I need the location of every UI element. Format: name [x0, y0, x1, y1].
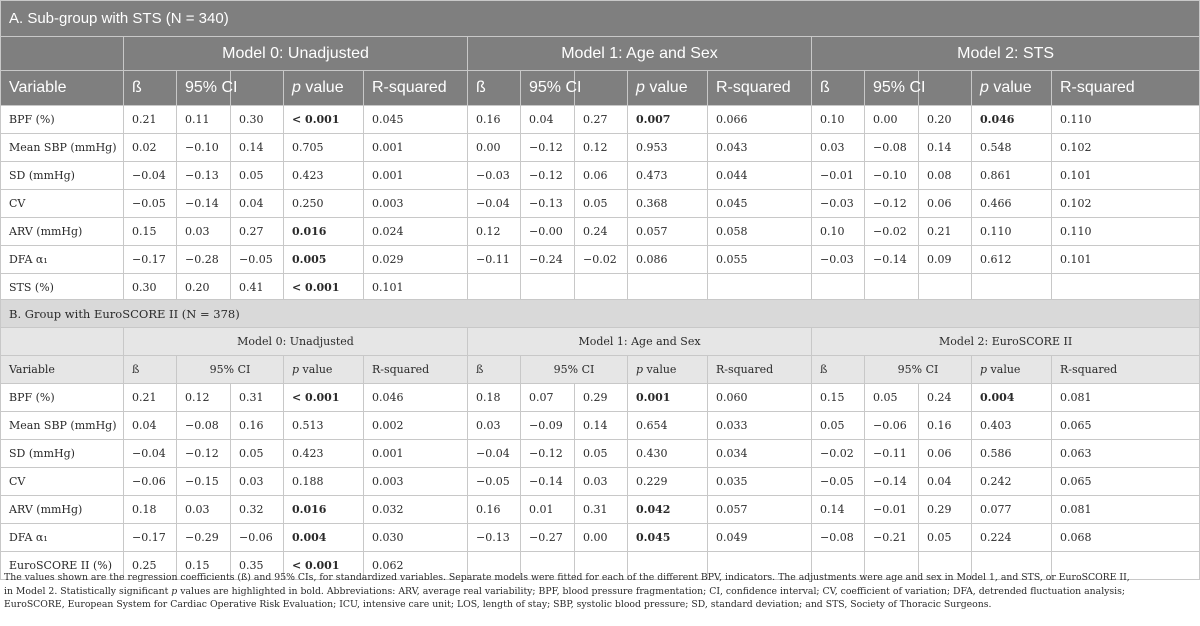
cell-m2-r-squared: 0.065 [1052, 468, 1200, 496]
table-section-a [0, 0, 1200, 302]
column-header-beta: ß [468, 71, 521, 106]
cell-m1-beta: −0.13 [468, 524, 521, 552]
cell-m0-ci-low: −0.10 [177, 134, 231, 162]
footnote-p-italic: p [171, 585, 178, 597]
cell-m2-beta: 0.10 [812, 106, 865, 134]
table-row [1, 412, 1200, 440]
cell-m2-p-value: 0.466 [972, 190, 1052, 218]
cell-m0-r-squared: 0.030 [364, 524, 468, 552]
cell-m2-ci-high: 0.24 [919, 384, 972, 412]
cell-m0-beta: −0.04 [124, 440, 177, 468]
cell-m2-ci-low: −0.06 [865, 412, 919, 440]
cell-m0-p-value: < 0.001 [284, 552, 364, 580]
cell-m1-ci-low: −0.13 [521, 190, 575, 218]
cell-m1-beta: 0.18 [468, 384, 521, 412]
cell-m1-beta: 0.16 [468, 496, 521, 524]
cell-variable: ARV (mmHg) [1, 496, 124, 524]
column-header-ci: 95% CI [177, 356, 284, 384]
cell-m1-ci-low: −0.27 [521, 524, 575, 552]
cell-m1-r-squared: 0.057 [708, 496, 812, 524]
cell-m0-r-squared: 0.032 [364, 496, 468, 524]
table-row [1, 134, 1200, 162]
cell-m0-p-value: 0.004 [284, 524, 364, 552]
cell-m2-p-value: 0.110 [972, 218, 1052, 246]
cell-m0-ci-low: −0.14 [177, 190, 231, 218]
cell-m0-ci-low: −0.15 [177, 468, 231, 496]
cell-m2-ci-high: 0.08 [919, 162, 972, 190]
cell-m2-r-squared: 0.063 [1052, 440, 1200, 468]
cell-m2-ci-high: 0.04 [919, 468, 972, 496]
cell-m1-r-squared: 0.060 [708, 384, 812, 412]
cell-m2-ci-low: −0.02 [865, 218, 919, 246]
column-header-beta: ß [468, 356, 521, 384]
cell-m0-ci-high: 0.04 [231, 190, 284, 218]
column-header-ci: 95% CI [865, 356, 972, 384]
cell-m0-r-squared: 0.024 [364, 218, 468, 246]
cell-m2-p-value: 0.004 [972, 384, 1052, 412]
cell-m0-beta: 0.25 [124, 552, 177, 580]
cell-m0-beta: 0.30 [124, 274, 177, 302]
cell-m0-ci-low: 0.20 [177, 274, 231, 302]
cell-m0-r-squared: 0.001 [364, 440, 468, 468]
cell-m2-ci-high [919, 274, 972, 302]
cell-m1-r-squared: 0.033 [708, 412, 812, 440]
column-header-p-value [284, 356, 364, 384]
cell-m0-beta: 0.21 [124, 384, 177, 412]
cell-variable: Mean SBP (mmHg) [1, 412, 124, 440]
cell-m0-r-squared: 0.003 [364, 468, 468, 496]
cell-m1-beta [468, 274, 521, 302]
cell-m2-ci-low: −0.01 [865, 496, 919, 524]
cell-m1-p-value: 0.229 [628, 468, 708, 496]
cell-m0-beta: −0.17 [124, 246, 177, 274]
column-header-ci-blank [575, 71, 628, 106]
column-header-beta: ß [124, 71, 177, 106]
cell-variable: CV [1, 190, 124, 218]
cell-m2-ci-high: 0.29 [919, 496, 972, 524]
cell-m0-r-squared: 0.003 [364, 190, 468, 218]
cell-m2-ci-low: −0.12 [865, 190, 919, 218]
table-row [1, 524, 1200, 552]
p-italic: p [636, 79, 645, 96]
cell-m1-ci-low: −0.12 [521, 162, 575, 190]
cell-m1-r-squared: 0.049 [708, 524, 812, 552]
cell-m2-p-value: 0.861 [972, 162, 1052, 190]
model-header-row [1, 328, 1200, 356]
cell-m1-ci-high: 0.14 [575, 412, 628, 440]
cell-m0-r-squared: 0.001 [364, 134, 468, 162]
cell-m1-ci-low: −0.14 [521, 468, 575, 496]
cell-m0-p-value: 0.016 [284, 496, 364, 524]
cell-m1-beta: 0.00 [468, 134, 521, 162]
cell-m0-p-value: 0.016 [284, 218, 364, 246]
cell-m1-r-squared: 0.034 [708, 440, 812, 468]
cell-m1-ci-low [521, 274, 575, 302]
cell-m2-p-value: 0.224 [972, 524, 1052, 552]
cell-m2-ci-low: 0.00 [865, 106, 919, 134]
cell-m1-ci-low: 0.07 [521, 384, 575, 412]
column-header-beta: ß [124, 356, 177, 384]
cell-m1-ci-high: −0.02 [575, 246, 628, 274]
cell-m2-ci-low: −0.14 [865, 468, 919, 496]
cell-m1-p-value: 0.057 [628, 218, 708, 246]
cell-m1-r-squared: 0.045 [708, 190, 812, 218]
cell-m2-beta: −0.08 [812, 524, 865, 552]
cell-m1-ci-low: −0.00 [521, 218, 575, 246]
cell-m2-ci-high: 0.16 [919, 412, 972, 440]
cell-m2-ci-high: 0.21 [919, 218, 972, 246]
cell-m2-ci-high: 0.09 [919, 246, 972, 274]
cell-m0-r-squared: 0.046 [364, 384, 468, 412]
cell-m1-p-value [628, 274, 708, 302]
cell-m0-p-value: < 0.001 [284, 274, 364, 302]
p-suffix: value [300, 79, 344, 96]
cell-m1-r-squared: 0.055 [708, 246, 812, 274]
p-italic: p [292, 79, 301, 96]
cell-m2-r-squared: 0.110 [1052, 106, 1200, 134]
cell-m2-p-value: 0.586 [972, 440, 1052, 468]
cell-variable: DFA α₁ [1, 524, 124, 552]
footnote-text-2: values are highlighted in bold. Abbreviations: ARV, average real variability; BPF, blood pressure fragmentation; CI, confidence interval; CV, coefficient of variation; DFA, detrended fluctuation analysis; EuroSCORE, European System for Cardiac Operative Risk Evaluation; ICU, intensive care unit; LOS, length of stay; SBP, systolic blood pressure; SD, standard deviation; and STS, Society of Thoracic Surgeons. [4, 585, 1126, 610]
cell-m1-ci-low: −0.24 [521, 246, 575, 274]
cell-m1-beta: −0.04 [468, 440, 521, 468]
cell-m1-ci-low: −0.09 [521, 412, 575, 440]
column-header-row [1, 356, 1200, 384]
cell-m2-beta: 0.05 [812, 412, 865, 440]
cell-variable: SD (mmHg) [1, 162, 124, 190]
cell-m2-p-value: 0.242 [972, 468, 1052, 496]
cell-m2-beta: 0.15 [812, 384, 865, 412]
cell-m1-p-value: 0.042 [628, 496, 708, 524]
cell-m1-beta: −0.11 [468, 246, 521, 274]
p-suffix: value [644, 79, 688, 96]
table-row [1, 440, 1200, 468]
cell-m0-ci-high: 0.32 [231, 496, 284, 524]
cell-variable: BPF (%) [1, 384, 124, 412]
cell-variable: Mean SBP (mmHg) [1, 134, 124, 162]
cell-m1-r-squared: 0.066 [708, 106, 812, 134]
model-header-1: Model 1: Age and Sex [468, 328, 812, 356]
cell-m1-beta: 0.12 [468, 218, 521, 246]
cell-m1-p-value: 0.086 [628, 246, 708, 274]
cell-m0-ci-high: 0.41 [231, 274, 284, 302]
column-header-row [1, 71, 1200, 106]
cell-m0-ci-high: 0.05 [231, 162, 284, 190]
section-title: B. Group with EuroSCORE II (N = 378) [1, 300, 1200, 328]
cell-m2-r-squared: 0.081 [1052, 496, 1200, 524]
cell-m1-beta: −0.05 [468, 468, 521, 496]
cell-m1-p-value: 0.368 [628, 190, 708, 218]
column-header-r-squared: R-squared [708, 71, 812, 106]
p-italic: p [980, 363, 988, 376]
cell-m0-ci-low: −0.28 [177, 246, 231, 274]
cell-m2-r-squared: 0.102 [1052, 190, 1200, 218]
column-header-beta: ß [812, 71, 865, 106]
cell-m2-r-squared [1052, 274, 1200, 302]
cell-variable: SD (mmHg) [1, 440, 124, 468]
cell-variable: EuroSCORE II (%) [1, 552, 124, 580]
cell-m2-beta: −0.02 [812, 440, 865, 468]
cell-m1-p-value: 0.654 [628, 412, 708, 440]
section-title-row [1, 1, 1200, 37]
cell-m1-r-squared: 0.058 [708, 218, 812, 246]
table-row [1, 468, 1200, 496]
cell-m1-r-squared: 0.044 [708, 162, 812, 190]
cell-m1-p-value: 0.045 [628, 524, 708, 552]
cell-m0-r-squared: 0.101 [364, 274, 468, 302]
cell-m0-beta: 0.04 [124, 412, 177, 440]
cell-variable: BPF (%) [1, 106, 124, 134]
cell-m0-beta: 0.15 [124, 218, 177, 246]
cell-m0-p-value: 0.513 [284, 412, 364, 440]
column-header-p-value [972, 71, 1052, 106]
cell-m1-r-squared: 0.035 [708, 468, 812, 496]
cell-m0-ci-high: 0.14 [231, 134, 284, 162]
cell-m2-ci-high: 0.06 [919, 440, 972, 468]
cell-m0-ci-high: 0.27 [231, 218, 284, 246]
cell-m1-beta: −0.04 [468, 190, 521, 218]
section-title-row [1, 300, 1200, 328]
cell-m0-ci-low: 0.12 [177, 384, 231, 412]
cell-m1-ci-high: 0.03 [575, 468, 628, 496]
cell-m1-beta: −0.03 [468, 162, 521, 190]
cell-m0-ci-high: −0.06 [231, 524, 284, 552]
cell-m1-p-value: 0.473 [628, 162, 708, 190]
cell-m0-p-value: 0.423 [284, 440, 364, 468]
column-header-r-squared: R-squared [1052, 356, 1200, 384]
model-header-1: Model 1: Age and Sex [468, 37, 812, 71]
table-row [1, 384, 1200, 412]
model-header-0: Model 0: Unadjusted [124, 37, 468, 71]
column-header-r-squared: R-squared [364, 356, 468, 384]
cell-m0-p-value: 0.250 [284, 190, 364, 218]
column-header-variable: Variable [1, 356, 124, 384]
cell-m2-p-value: 0.046 [972, 106, 1052, 134]
model-header-2: Model 2: STS [812, 37, 1200, 71]
cell-variable: STS (%) [1, 274, 124, 302]
column-header-ci-blank [231, 71, 284, 106]
table-row [1, 162, 1200, 190]
cell-m2-r-squared: 0.065 [1052, 412, 1200, 440]
p-italic: p [980, 79, 989, 96]
cell-m1-p-value: 0.953 [628, 134, 708, 162]
column-header-r-squared: R-squared [1052, 71, 1200, 106]
cell-m0-ci-high: 0.30 [231, 106, 284, 134]
cell-m0-ci-low: 0.11 [177, 106, 231, 134]
cell-m0-ci-high: 0.16 [231, 412, 284, 440]
cell-m1-ci-low: 0.04 [521, 106, 575, 134]
cell-m0-ci-high: 0.03 [231, 468, 284, 496]
cell-m1-ci-high [575, 274, 628, 302]
cell-m1-r-squared: 0.043 [708, 134, 812, 162]
cell-m0-ci-high: −0.05 [231, 246, 284, 274]
cell-m2-r-squared: 0.102 [1052, 134, 1200, 162]
cell-variable: CV [1, 468, 124, 496]
p-suffix: value [988, 79, 1032, 96]
cell-m0-p-value: < 0.001 [284, 384, 364, 412]
cell-m1-ci-low: −0.12 [521, 440, 575, 468]
cell-m0-p-value: 0.005 [284, 246, 364, 274]
cell-m2-beta: −0.05 [812, 468, 865, 496]
column-header-ci: 95% CI [521, 356, 628, 384]
cell-m1-beta: 0.03 [468, 412, 521, 440]
cell-m0-r-squared: 0.002 [364, 412, 468, 440]
cell-m2-beta: −0.03 [812, 190, 865, 218]
cell-m1-beta: 0.16 [468, 106, 521, 134]
table-footnote [4, 571, 1140, 612]
cell-m1-ci-high: 0.12 [575, 134, 628, 162]
p-italic: p [636, 363, 644, 376]
cell-m0-beta: −0.06 [124, 468, 177, 496]
cell-m0-p-value: 0.705 [284, 134, 364, 162]
cell-m1-r-squared [708, 274, 812, 302]
column-header-ci-blank [919, 71, 972, 106]
cell-m2-p-value: 0.612 [972, 246, 1052, 274]
table-section-b [0, 299, 1200, 580]
p-suffix: value [299, 363, 333, 376]
model-header-2: Model 2: EuroSCORE II [812, 328, 1200, 356]
cell-m2-ci-low: −0.11 [865, 440, 919, 468]
cell-m0-ci-high: 0.31 [231, 384, 284, 412]
column-header-p-value [628, 71, 708, 106]
column-header-variable: Variable [1, 71, 124, 106]
cell-m0-ci-high: 0.35 [231, 552, 284, 580]
cell-m1-p-value: 0.001 [628, 384, 708, 412]
table-row [1, 218, 1200, 246]
cell-m2-p-value: 0.548 [972, 134, 1052, 162]
cell-m2-ci-low: −0.21 [865, 524, 919, 552]
table-row [1, 274, 1200, 302]
model-header-0: Model 0: Unadjusted [124, 328, 468, 356]
cell-m0-p-value: 0.188 [284, 468, 364, 496]
cell-m2-ci-low: −0.10 [865, 162, 919, 190]
model-header-blank [1, 37, 124, 71]
model-header-row [1, 37, 1200, 71]
cell-m1-ci-low: 0.01 [521, 496, 575, 524]
cell-m0-ci-low: −0.29 [177, 524, 231, 552]
column-header-r-squared: R-squared [708, 356, 812, 384]
cell-m2-beta: −0.03 [812, 246, 865, 274]
cell-m1-ci-low: −0.12 [521, 134, 575, 162]
cell-m2-p-value: 0.403 [972, 412, 1052, 440]
cell-m0-ci-low: −0.08 [177, 412, 231, 440]
cell-m2-p-value [972, 274, 1052, 302]
table-row [1, 246, 1200, 274]
cell-m2-r-squared: 0.101 [1052, 246, 1200, 274]
section-title: A. Sub-group with STS (N = 340) [1, 1, 1200, 37]
cell-m2-ci-low [865, 274, 919, 302]
cell-m0-ci-low: 0.03 [177, 218, 231, 246]
cell-m1-ci-high: 0.27 [575, 106, 628, 134]
cell-m2-r-squared: 0.110 [1052, 218, 1200, 246]
cell-m2-ci-high: 0.20 [919, 106, 972, 134]
column-header-ci: 95% CI [865, 71, 919, 106]
table-row [1, 496, 1200, 524]
p-italic: p [292, 363, 300, 376]
cell-m2-r-squared: 0.081 [1052, 384, 1200, 412]
cell-m1-ci-high: 0.29 [575, 384, 628, 412]
column-header-ci: 95% CI [177, 71, 231, 106]
cell-m1-ci-high: 0.24 [575, 218, 628, 246]
column-header-ci: 95% CI [521, 71, 575, 106]
cell-m2-beta: 0.10 [812, 218, 865, 246]
cell-m2-p-value: 0.077 [972, 496, 1052, 524]
cell-m2-r-squared: 0.101 [1052, 162, 1200, 190]
cell-m1-ci-high: 0.31 [575, 496, 628, 524]
cell-m2-ci-high: 0.05 [919, 524, 972, 552]
cell-m2-r-squared: 0.068 [1052, 524, 1200, 552]
cell-m0-p-value: 0.423 [284, 162, 364, 190]
cell-m0-r-squared: 0.045 [364, 106, 468, 134]
cell-m0-ci-low: −0.13 [177, 162, 231, 190]
cell-m2-beta: 0.14 [812, 496, 865, 524]
cell-m0-r-squared: 0.062 [364, 552, 468, 580]
cell-m0-beta: 0.02 [124, 134, 177, 162]
column-header-r-squared: R-squared [364, 71, 468, 106]
column-header-beta: ß [812, 356, 865, 384]
cell-m0-p-value: < 0.001 [284, 106, 364, 134]
table-row [1, 190, 1200, 218]
cell-m0-beta: 0.18 [124, 496, 177, 524]
cell-m1-p-value: 0.430 [628, 440, 708, 468]
cell-m2-beta: −0.01 [812, 162, 865, 190]
column-header-p-value [972, 356, 1052, 384]
p-suffix: value [643, 363, 677, 376]
cell-m0-ci-low: 0.15 [177, 552, 231, 580]
cell-m1-p-value: 0.007 [628, 106, 708, 134]
cell-m0-ci-low: −0.12 [177, 440, 231, 468]
cell-m2-ci-high: 0.14 [919, 134, 972, 162]
cell-m1-ci-high: 0.05 [575, 190, 628, 218]
cell-m1-ci-high: 0.00 [575, 524, 628, 552]
footnote-text-1: The values shown are the regression coefficients (ß) and 95% CIs, for standardized variables. Separate models were fitted for each of the different BPV, indicators. The adjustments were age and sex in Model 1, and STS, or EuroSCORE II, in Model 2. Statistically significant [4, 572, 1130, 597]
cell-m1-ci-high: 0.06 [575, 162, 628, 190]
cell-m0-ci-low: 0.03 [177, 496, 231, 524]
cell-m0-beta: 0.21 [124, 106, 177, 134]
cell-m2-ci-high: 0.06 [919, 190, 972, 218]
column-header-p-value [628, 356, 708, 384]
cell-m0-r-squared: 0.029 [364, 246, 468, 274]
cell-m0-beta: −0.04 [124, 162, 177, 190]
p-suffix: value [987, 363, 1021, 376]
cell-m0-beta: −0.17 [124, 524, 177, 552]
cell-m2-beta [812, 274, 865, 302]
table-row [1, 106, 1200, 134]
cell-m0-beta: −0.05 [124, 190, 177, 218]
cell-m2-ci-low: 0.05 [865, 384, 919, 412]
cell-m0-r-squared: 0.001 [364, 162, 468, 190]
cell-m2-ci-low: −0.08 [865, 134, 919, 162]
cell-m2-beta: 0.03 [812, 134, 865, 162]
cell-m1-ci-high: 0.05 [575, 440, 628, 468]
column-header-p-value [284, 71, 364, 106]
cell-m0-ci-high: 0.05 [231, 440, 284, 468]
cell-m2-ci-low: −0.14 [865, 246, 919, 274]
cell-variable: ARV (mmHg) [1, 218, 124, 246]
cell-variable: DFA α₁ [1, 246, 124, 274]
model-header-blank [1, 328, 124, 356]
